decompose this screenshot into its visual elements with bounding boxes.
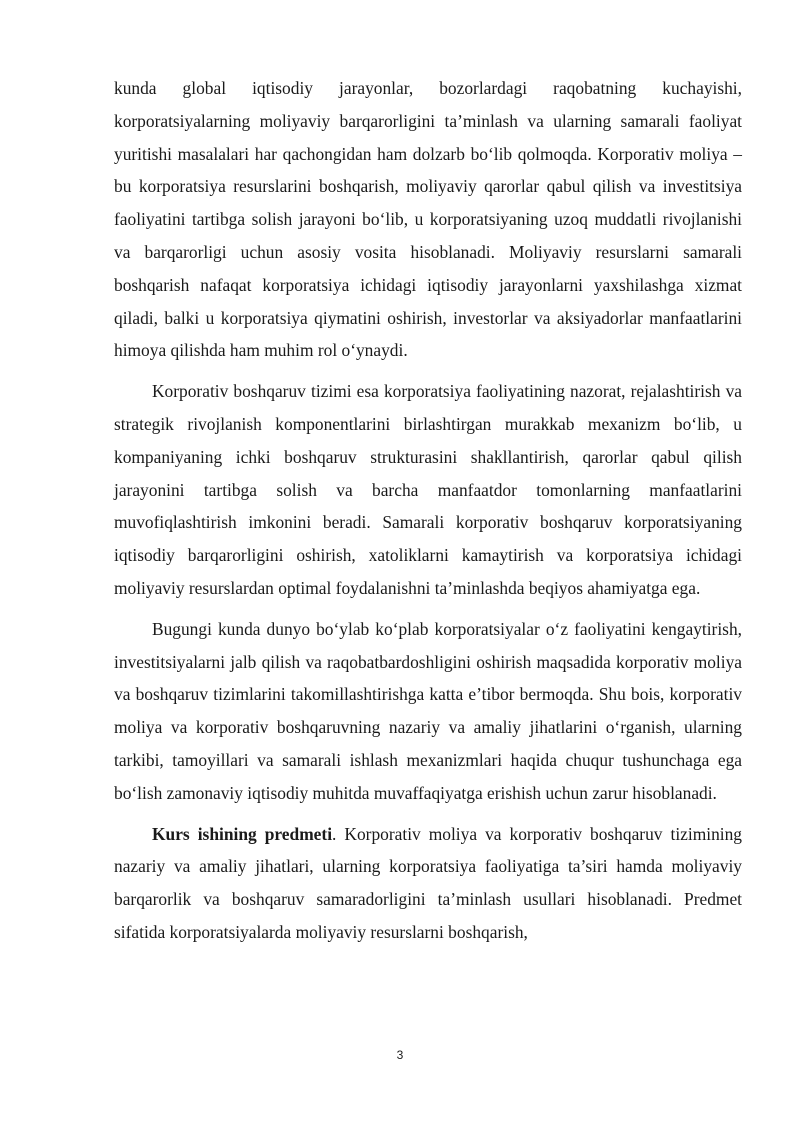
- paragraph-2: Korporativ boshqaruv tizimi esa korporatsiya faoliyatining nazorat, rejalashtirish va strategik rivojlanish komponentlarini birlashtirgan murakkab mexanizm bo‘lib, u kompaniyaning ichki boshqaruv strukturasini shakllantirish, qarorlar qabul qilish jarayonini tartibga solish va barcha manfaatdor tomonlarning manfaatlarini muvofiqlashtirish imkonini beradi. Samarali korporativ boshqaruv korporatsiyaning iqtisodiy barqarorligini oshirish, xatoliklarni kamaytirish va korporatsiya ichidagi moliyaviy resurslardan optimal foydalanishni ta’minlashda beqiyos ahamiyatga ega.: [114, 381, 742, 598]
- document-body: [114, 72, 742, 957]
- paragraph-4-text: . Korporativ moliya va korporativ boshqaruv tizimining nazariy va amaliy jihatlari, ularning korporatsiya faoliyatiga ta’siri hamda moliyaviy barqarorlik va boshqaruv samaradorligini ta’minlash usullari hisoblanadi. Predmet sifatida korporatsiyalarda moliyaviy resurslarni boshqarish,: [114, 823, 742, 942]
- page-number: 3: [396, 1048, 404, 1062]
- paragraph-3: Bugungi kunda dunyo bo‘ylab ko‘plab korporatsiyalar o‘z faoliyatini kengaytirish, investitsiyalarni jalb qilish va raqobatbardoshligini oshirish maqsadida korporativ moliya va boshqaruv tizimlarini takomillashtirishga katta e’tibor bermoqda. Shu bois, korporativ moliya va korporativ boshqaruvning nazariy va amaliy jihatlarini o‘rganish, ularning tarkibi, tamoyillari va samarali ishlash mexanizmlari haqida chuqur tushunchaga ega bo‘lish zamonaviy iqtisodiy muhitda muvaffaqiyatga erishish uchun zarur hisoblanadi.: [114, 618, 742, 803]
- paragraph-4: [114, 818, 742, 949]
- paragraph-1: kunda global iqtisodiy jarayonlar, bozorlardagi raqobatning kuchayishi, korporatsiyalarning moliyaviy barqarorligini ta’minlash va ularning samarali faoliyat yuritishi masalalari har qachongidan ham dolzarb bo‘lib qolmoqda. Korporativ moliya – bu korporatsiya resurslarini boshqarish, moliyaviy qarorlar qabul qilish va investitsiya faoliyatini tartibga solish jarayoni bo‘lib, u korporatsiyaning uzoq muddatli rivojlanishi va barqarorligi uchun asosiy vosita hisoblanadi. Moliyaviy resurslarni samarali boshqarish nafaqat korporatsiya ichidagi iqtisodiy jarayonlarni yaxshilashga xizmat qiladi, balki u korporatsiya qiymatini oshirish, investorlar va aksiyadorlar manfaatlarini himoya qilishda ham muhim rol o‘ynaydi.: [114, 78, 742, 361]
- paragraph-4-lead: Kurs ishining predmeti: [152, 823, 333, 844]
